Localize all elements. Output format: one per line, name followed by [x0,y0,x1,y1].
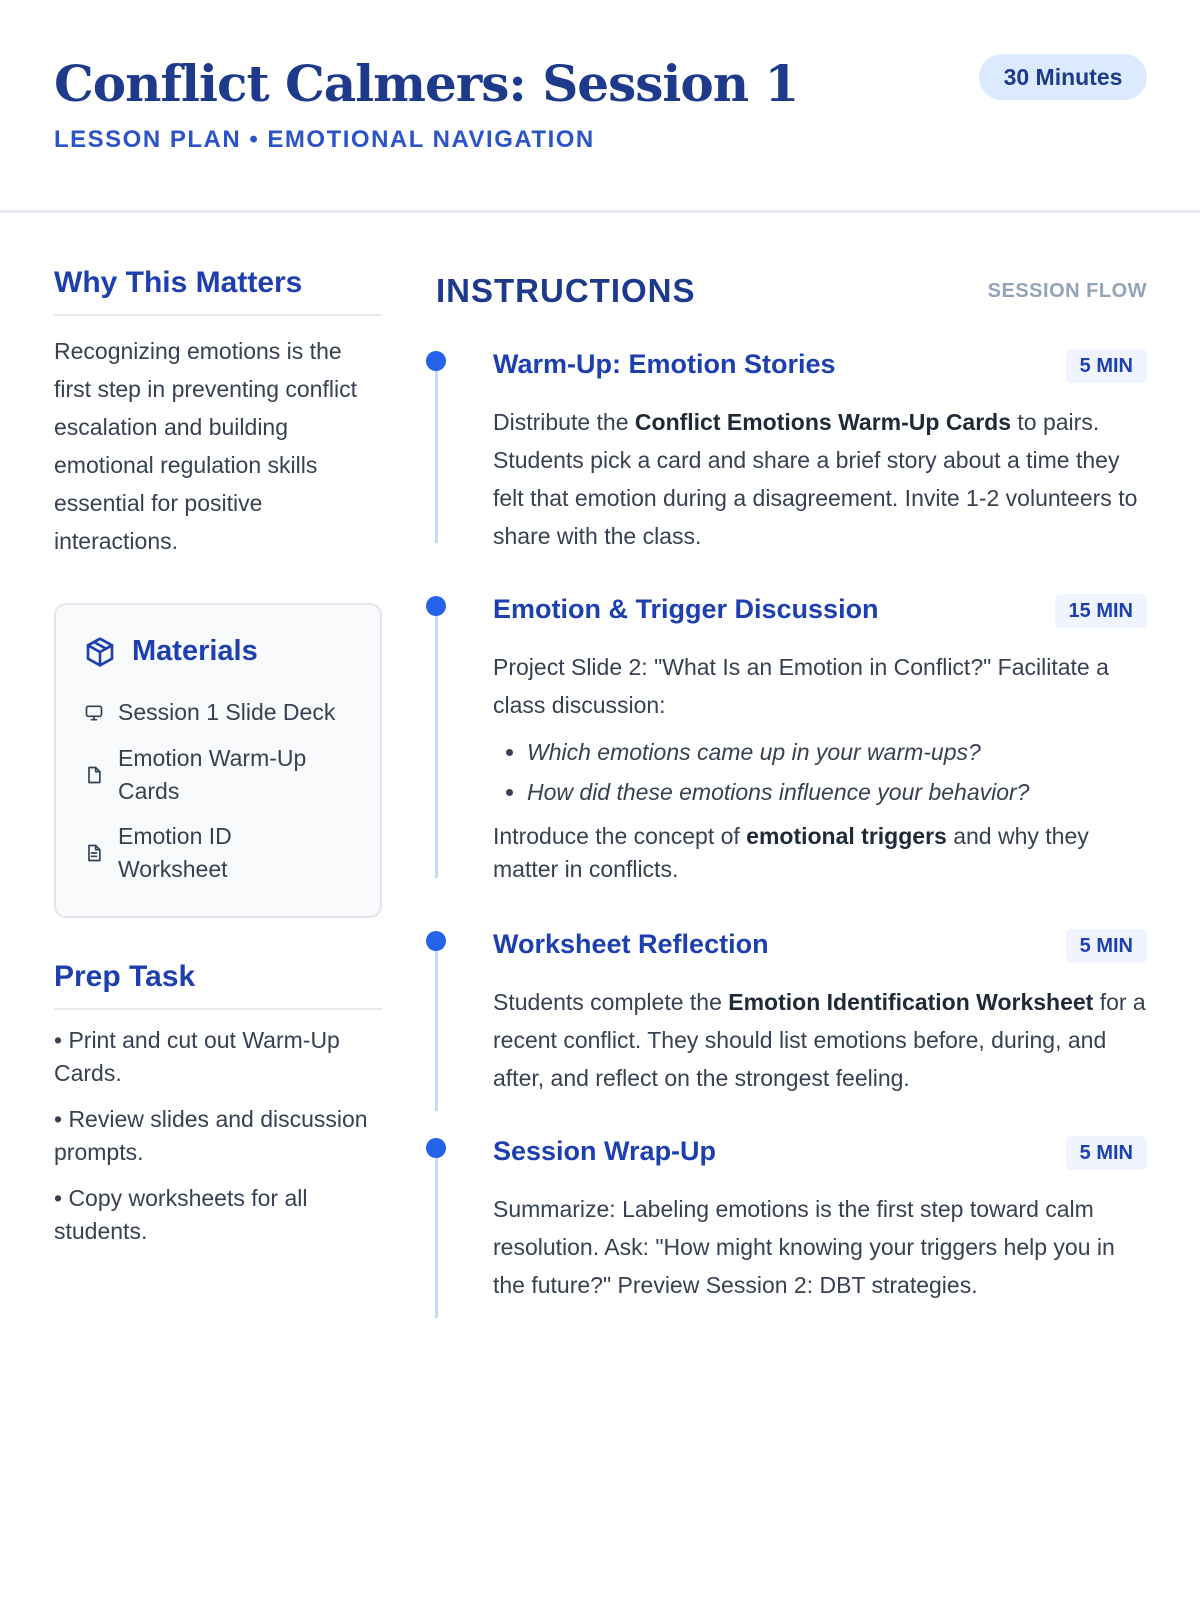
timeline-line [435,951,438,1111]
duration-badge: 30 Minutes [979,54,1147,100]
materials-title: Materials [132,635,258,667]
materials-card [54,603,382,918]
materials-item [84,696,335,729]
instructions-title: INSTRUCTIONS [436,272,696,309]
why-text: Recognizing emotions is the first step in preventing conflict escalation and building emotional regulation skills essential for positive interactions. [54,338,357,554]
prep-item: • Review slides and discussion prompts. [54,1106,368,1165]
materials-item [84,742,344,808]
step-title: Worksheet Reflection [493,929,769,959]
prep-list [54,1024,382,1248]
prep-item: • Copy worksheets for all students. [54,1185,308,1244]
timeline-line [435,371,438,543]
prep-divider [54,1008,382,1010]
step-duration-badge: 5 MIN [1066,349,1147,383]
page-header [0,0,1200,213]
materials-item-label: Emotion Warm-Up Cards [118,745,307,804]
discussion-prompts [527,732,1147,812]
timeline-dot [426,931,446,951]
package-icon [84,636,116,668]
why-divider [54,314,382,316]
step-followup: Introduce the concept of emotional triggers and why they matter in conflicts. [493,823,1089,882]
timeline-dot [426,1138,446,1158]
step-title: Emotion & Trigger Discussion [493,594,879,624]
prep-item: • Print and cut out Warm-Up Cards. [54,1027,340,1086]
materials-item [84,820,344,886]
step-duration-badge: 15 MIN [1055,594,1147,628]
card-icon [84,765,104,785]
prep-section [54,960,382,1261]
step-intro: Project Slide 2: "What Is an Emotion in Conflict?" Facilitate a class discussion: [493,654,1109,718]
timeline-dot [426,596,446,616]
materials-header [84,635,258,668]
step-description: Distribute the Conflict Emotions Warm-Up Cards to pairs. Students pick a card and share a brief story about a time they felt that emotion during a disagreement. Invite 1-2 volunteers to share with the class. [493,409,1138,549]
discussion-prompt: • Which emotions came up in your warm-ups? [527,732,1147,772]
discussion-prompt: • How did these emotions influence your behavior? [527,772,1147,812]
step-description [493,648,1147,886]
page-subtitle: LESSON PLAN • EMOTIONAL NAVIGATION [54,126,595,153]
step-description: Summarize: Labeling emotions is the first step toward calm resolution. Ask: "How might knowing your triggers help you in the future?" Preview Session 2: DBT strategies. [493,1196,1115,1298]
step-description: Students complete the Emotion Identification Worksheet for a recent conflict. They should list emotions before, during, and after, and reflect on the strongest feeling. [493,989,1146,1091]
monitor-icon [84,703,104,723]
step-title: Session Wrap-Up [493,1136,717,1166]
timeline-dot [426,351,446,371]
materials-item-label: Session 1 Slide Deck [118,699,336,725]
step-duration-badge: 5 MIN [1066,929,1147,963]
materials-item-label: Emotion ID Worksheet [118,823,232,882]
document-icon [84,843,104,863]
step-title: Warm-Up: Emotion Stories [493,349,836,379]
why-title: Why This Matters [54,266,303,299]
timeline-line [435,1158,438,1318]
page-title: Conflict Calmers: Session 1 [54,54,799,113]
session-flow-label: SESSION FLOW [987,280,1147,302]
step-duration-badge: 5 MIN [1066,1136,1147,1170]
prep-title: Prep Task [54,960,196,993]
why-section [54,266,382,560]
timeline-line [435,616,438,878]
